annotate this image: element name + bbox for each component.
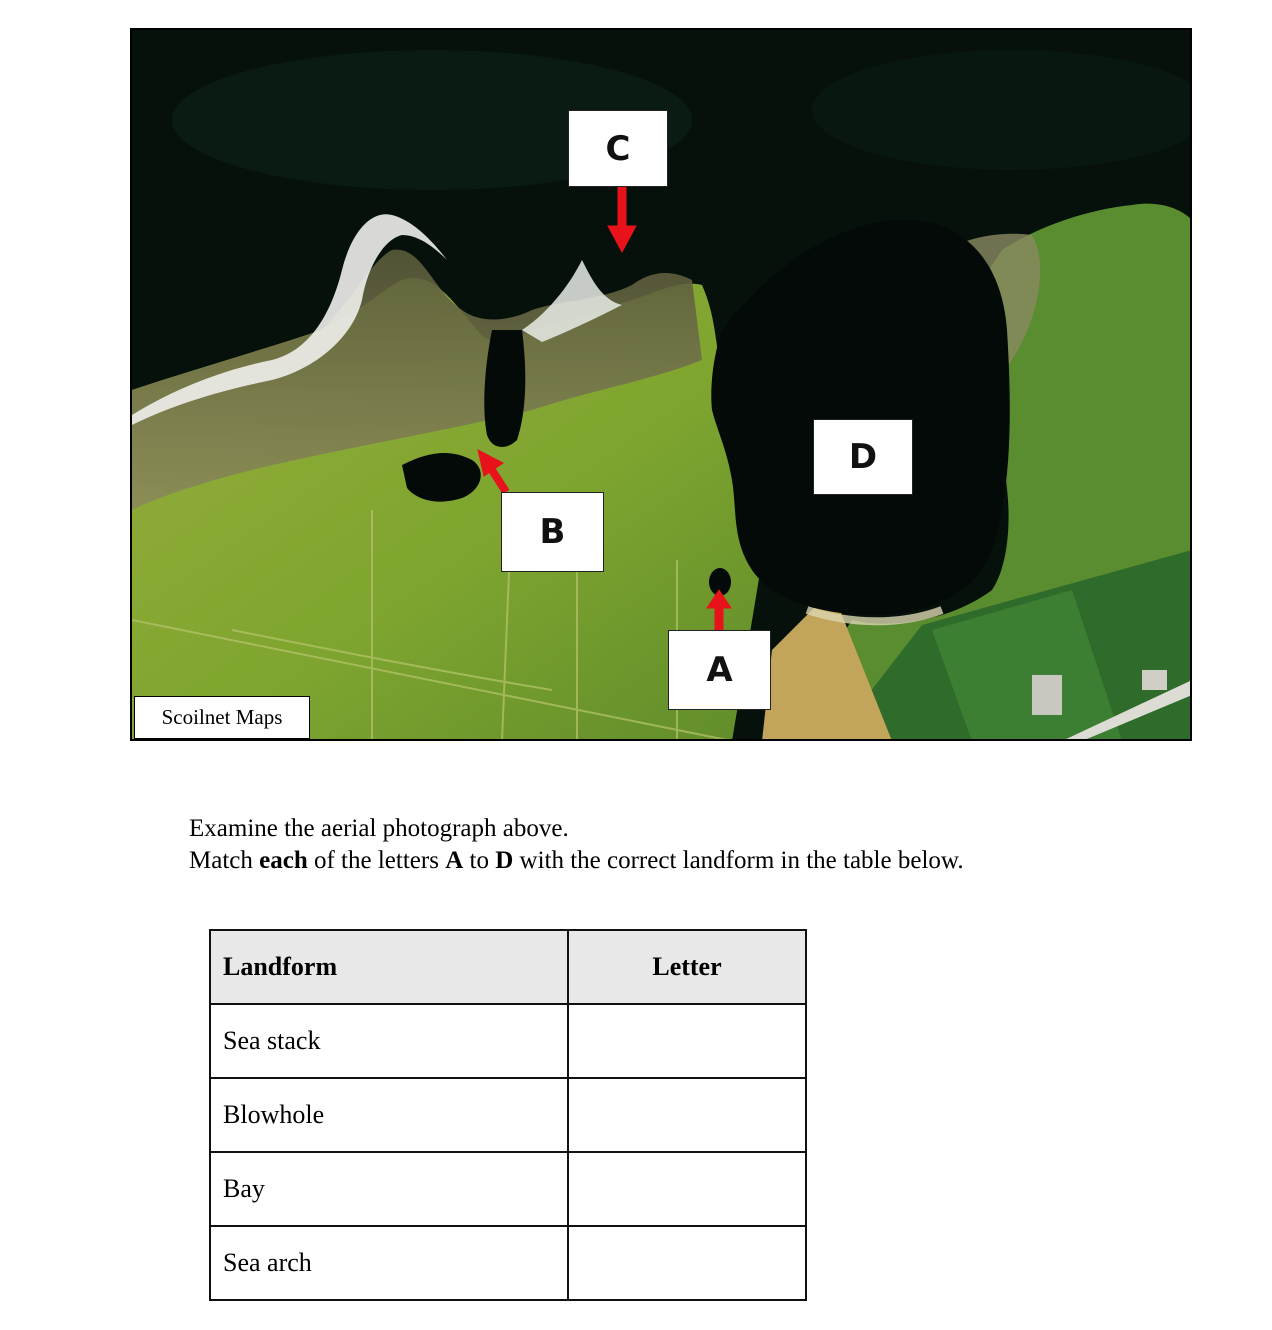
label-c: C — [568, 110, 668, 187]
table-row — [210, 1226, 806, 1300]
photo-credit: Scoilnet Maps — [134, 696, 310, 739]
instruction-line-2 — [189, 845, 964, 877]
letter-answer-cell[interactable] — [568, 1078, 806, 1152]
instruction-text: to — [463, 847, 496, 874]
instruction-line-1: Examine the aerial photograph above. — [189, 815, 569, 842]
letter-answer-cell[interactable] — [568, 1226, 806, 1300]
table-row — [210, 1004, 806, 1078]
landform-cell: Sea arch — [210, 1226, 568, 1300]
instruction-text: Match — [189, 847, 260, 874]
letter-answer-cell[interactable] — [568, 1152, 806, 1226]
landform-cell: Sea stack — [210, 1004, 568, 1078]
instruction-text: of the letters — [307, 847, 446, 874]
label-b: B — [501, 492, 604, 572]
instruction-text: with the correct landform in the table below. — [513, 847, 964, 874]
table-header-row — [210, 930, 806, 1004]
instruction-letter-a: A — [445, 847, 464, 874]
label-a: A — [668, 630, 771, 710]
landform-cell: Blowhole — [210, 1078, 568, 1152]
header-letter: Letter — [568, 930, 806, 1004]
table-row — [210, 1078, 806, 1152]
aerial-photograph — [130, 28, 1192, 741]
letter-answer-cell[interactable] — [568, 1004, 806, 1078]
instruction-letter-d: D — [495, 847, 514, 874]
table-row — [210, 1152, 806, 1226]
landform-cell: Bay — [210, 1152, 568, 1226]
question-instructions — [189, 813, 964, 877]
label-d: D — [813, 419, 913, 495]
header-landform: Landform — [210, 930, 568, 1004]
instruction-emphasis: each — [259, 847, 308, 874]
landform-table — [209, 929, 807, 1301]
